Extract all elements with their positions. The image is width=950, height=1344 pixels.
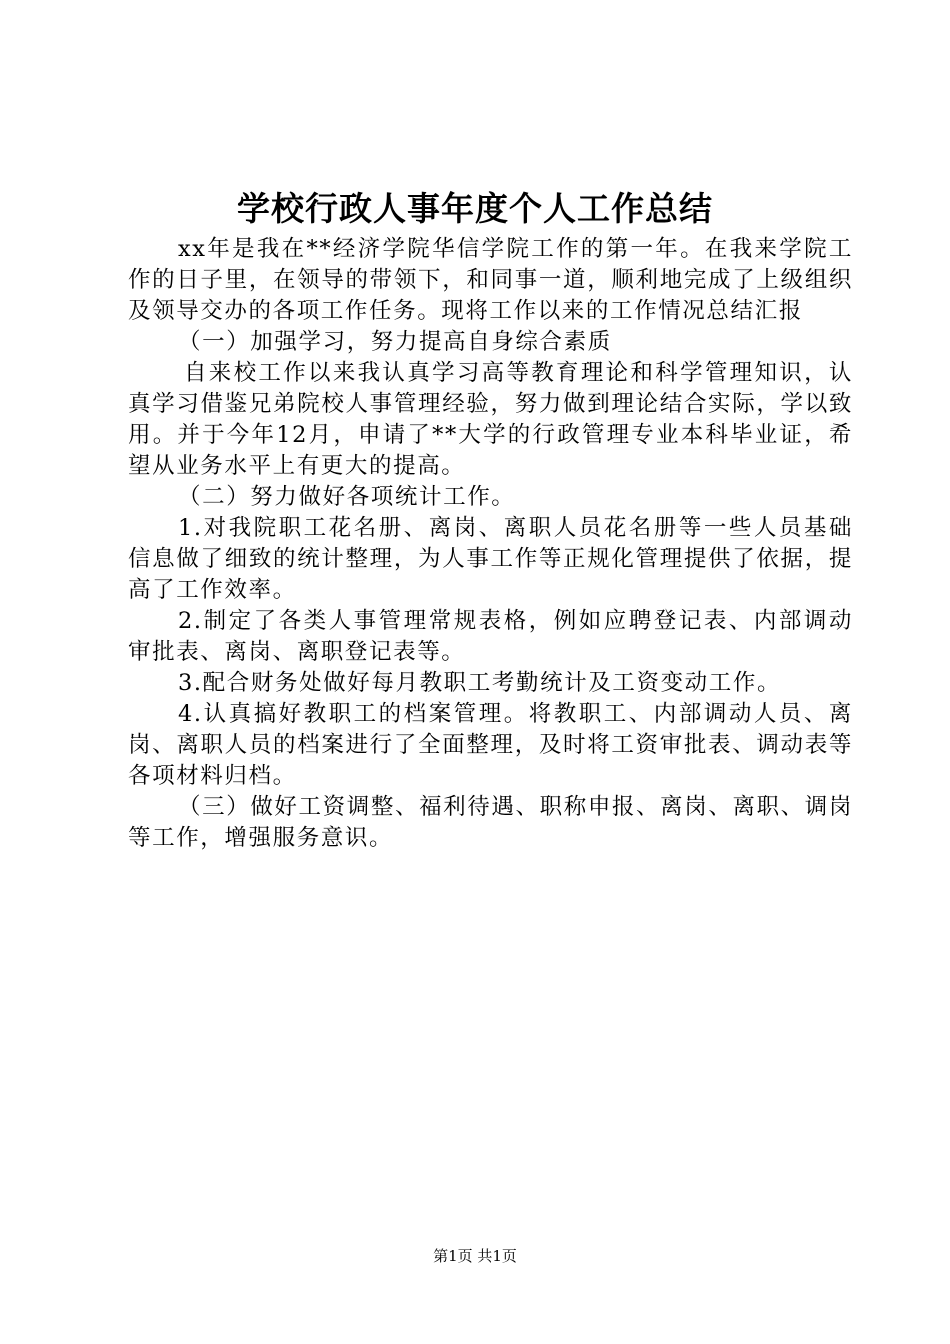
section-heading-3: （三）做好工资调整、福利待遇、职称申报、离岗、离职、调岗等工作，增强服务意识。 xyxy=(128,794,853,851)
document-body xyxy=(128,234,853,854)
list-item-2: 2.制定了各类人事管理常规表格，例如应聘登记表、内部调动审批表、离岗、离职登记表等。 xyxy=(128,608,853,665)
page-footer: 第1页 共1页 xyxy=(433,1247,517,1265)
list-item-1: 1.对我院职工花名册、离岗、离职人员花名册等一些人员基础信息做了细致的统计整理，为人事工作等正规化管理提供了依据，提高了工作效率。 xyxy=(128,515,853,603)
section-heading-2: （二）努力做好各项统计工作。 xyxy=(178,484,516,510)
document-title: 学校行政人事年度个人工作总结 xyxy=(237,189,713,228)
paragraph-intro: xx年是我在**经济学院华信学院工作的第一年。在我来学院工作的日子里，在领导的带领下，和同事一道，顺利地完成了上级组织及领导交办的各项工作任务。现将工作以来的工作情况总结汇报 xyxy=(128,236,853,324)
list-item-4: 4.认真搞好教职工的档案管理。将教职工、内部调动人员、离岗、离职人员的档案进行了全面整理，及时将工资审批表、调动表等各项材料归档。 xyxy=(128,701,853,789)
paragraph-study: 自来校工作以来我认真学习高等教育理论和科学管理知识，认真学习借鉴兄弟院校人事管理经验，努力做到理论结合实际，学以致用。并于今年12月，申请了**大学的行政管理专业本科毕业证，希望从业务水平上有更大的提高。 xyxy=(128,360,853,479)
list-item-3: 3.配合财务处做好每月教职工考勤统计及工资变动工作。 xyxy=(178,670,782,696)
section-heading-1: （一）加强学习，努力提高自身综合素质 xyxy=(178,329,612,355)
